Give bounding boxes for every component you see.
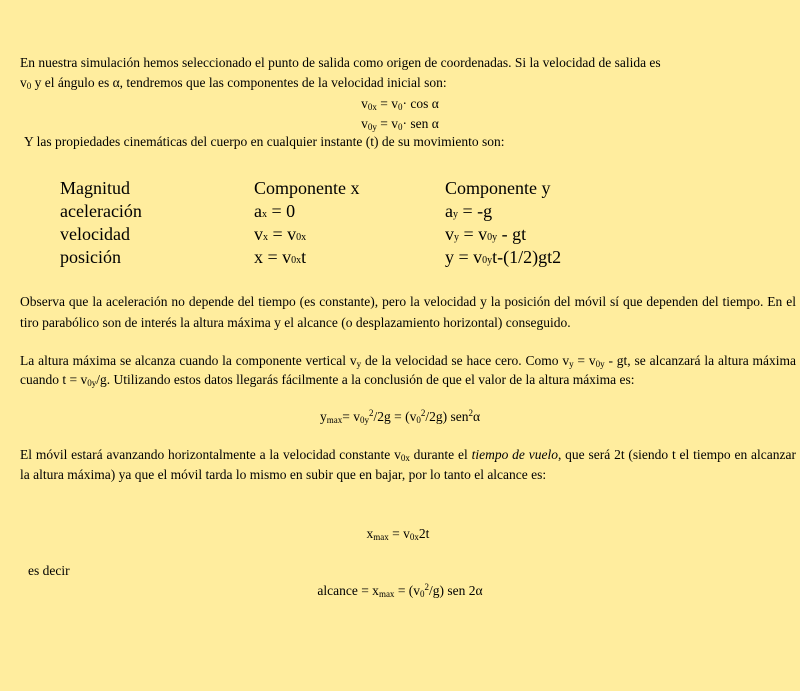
- header-componente-y: Componente y: [445, 178, 551, 198]
- paragraph-altura-maxima: La altura máxima se alcanza cuando la componente vertical $v_y$ de la velocidad se hace cero. Como $v_y = v_{0y}$ - gt, se alcanzará la altura máxima cuando $t = v_{0y}/g$. Utilizando estos datos llegarás fácilmente a la conclusión de que el valor de la altura máxima es:: [20, 353, 797, 388]
- intro-line1: En nuestra simulación hemos seleccionado el punto de salida como origen de coordenadas. Si la velocidad de salida es: [20, 55, 661, 70]
- es-decir: es decir: [28, 563, 70, 578]
- header-componente-x: Componente x: [254, 178, 360, 198]
- props-intro: Y las propiedades cinemáticas del cuerpo en cualquier instante (t) de su movimiento son:: [24, 134, 505, 149]
- eq-ymax: $y_{max}= v_{0y}^2/2g = (v_0^2/2g)$ sen$^2$α: [319, 408, 481, 425]
- intro-line2: y el ángulo es α, tendremos que las componentes de la velocidad inicial son:: [31, 75, 447, 90]
- eq-xmax: $x_{max} = v_{0x}2t$: [366, 526, 430, 542]
- eq-v0x: $v_{0x} = v_0\cdot \cos \alpha$: [361, 96, 439, 112]
- table-row: aceleración ax = 0 ay = -g: [60, 201, 493, 221]
- table-row: posición x = v0xt y = v0yt-(1/2)gt2: [60, 247, 562, 267]
- paragraph-aceleracion: Observa que la aceleración no depende del tiempo (es constante), pero la velocidad y la posición del móvil sí que dependen del tiempo. En el tiro parabólico son de interés la altura máxima y el alcance (o desplazamiento horizontal) conseguido.: [20, 294, 796, 330]
- kinematics-table: [60, 177, 561, 269]
- eq-v0y: $v_{0y} = v_0\cdot$ sen α: [361, 116, 439, 132]
- table-row: velocidad vx = v0x vy = v0y - gt: [60, 224, 527, 244]
- table-header-row: [60, 177, 561, 200]
- paragraph-alcance: El móvil estará avanzando horizontalmente a la velocidad constante $v_{0x}$ durante el tiempo de vuelo, que será 2t (siendo t el tiempo en alcanzar la altura máxima) ya que el móvil tarda lo mismo en subir que en bajar, por lo tanto el alcance es:: [20, 447, 796, 482]
- intro-paragraph: En nuestra simulación hemos seleccionado el punto de salida como origen de coordenadas. Si la velocidad de salida es $v_0$ y el ángulo es α, tendremos que las componentes de la velocidad inicial son:: [20, 55, 661, 91]
- header-magnitud: Magnitud: [60, 178, 130, 198]
- eq-alcance: alcance = $x_{max} = (v_0^2/g)$ sen 2α: [317, 582, 483, 599]
